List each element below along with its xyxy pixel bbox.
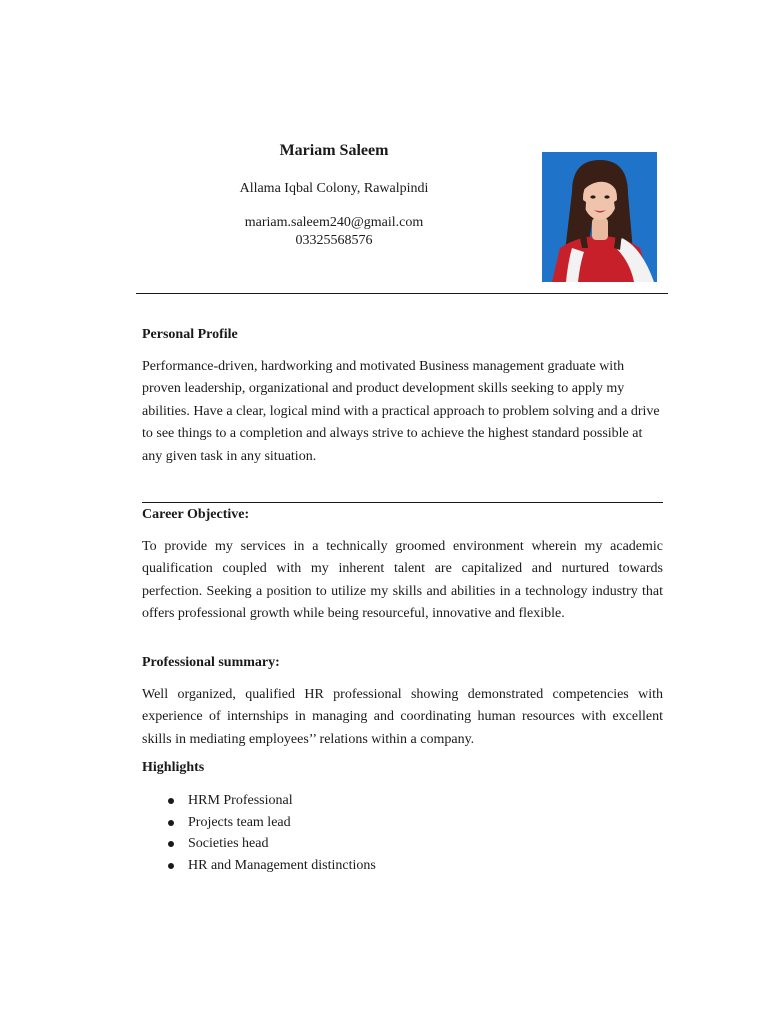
- portrait-image: [542, 152, 657, 282]
- personal-profile-title: Personal Profile: [142, 327, 238, 342]
- list-item: [142, 855, 663, 877]
- list-item: [142, 833, 663, 855]
- bullet-icon: [168, 798, 174, 804]
- professional-summary-text: Well organized, qualified HR professional showing demonstrated competencies with experience of internships in managing and coordinating human resources with excellent skills in mediating employees’’ relations within a company.: [142, 687, 663, 747]
- profile-photo: [542, 152, 657, 282]
- personal-profile-text: Performance-driven, hardworking and motivated Business management graduate with proven leadership, organizational and product development skills seeking to apply my abilities. Have a clear, logical mind with a practical approach to problem solving and a drive to see things to a completion and always strive to achieve the highest standard possible at any given task in any situation.: [142, 359, 660, 464]
- header-block: [136, 140, 532, 250]
- highlight-text: HRM Professional: [188, 793, 293, 808]
- highlight-text: Projects team lead: [188, 814, 291, 830]
- professional-summary-section: [142, 654, 663, 751]
- professional-summary-title: Professional summary:: [142, 655, 280, 670]
- career-objective-title: Career Objective:: [142, 507, 250, 522]
- bullet-icon: [168, 863, 174, 869]
- bullet-icon: [168, 841, 174, 847]
- contact-block: [136, 214, 532, 250]
- list-item: [142, 812, 663, 834]
- highlights-title: Highlights: [142, 760, 205, 775]
- candidate-address: Allama Iqbal Colony, Rawalpindi: [239, 181, 429, 196]
- highlight-text: HR and Management distinctions: [188, 858, 376, 874]
- bullet-icon: [168, 820, 174, 826]
- highlights-list: [142, 790, 663, 877]
- list-item: [142, 790, 663, 812]
- personal-profile-section: [142, 326, 663, 468]
- section-divider: [142, 502, 663, 503]
- candidate-email: mariam.saleem240@gmail.com: [244, 215, 424, 230]
- header-divider: [136, 293, 668, 294]
- career-objective-section: [142, 506, 663, 626]
- candidate-phone: 03325568576: [295, 233, 373, 248]
- highlights-section: [142, 759, 663, 877]
- candidate-name: Mariam Saleem: [279, 142, 389, 159]
- career-objective-text: To provide my services in a technically groomed environment wherein my academic qualification coupled with my inherent talent are capitalized and nurtured towards perfection. Seeking a position to utilize my skills and abilities in a technology industry that offers professional growth while being resourceful, innovative and flexible.: [142, 539, 663, 622]
- highlight-text: Societies head: [188, 836, 269, 852]
